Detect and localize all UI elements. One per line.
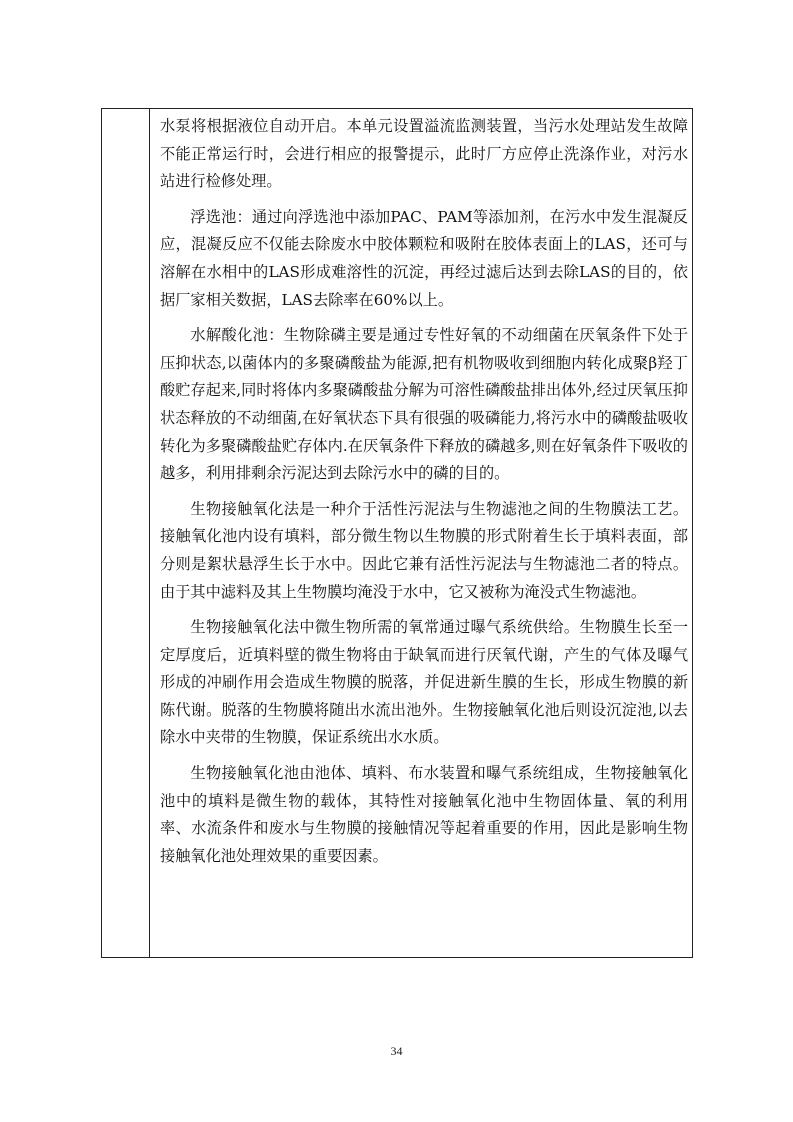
paragraph-contact-oxidation-oxygen: 生物接触氧化法中微生物所需的氧常通过曝气系统供给。生物膜生长至一定厚度后，近填料壁的微生物将由于缺氧而进行厌氧代谢，产生的气体及曝气形成的冲刷作用会造成生物膜的脱落，并促进新生膜的生长，形成生物膜的新陈代谢。脱落的生物膜将随出水流出池外。生物接触氧化池后则设沉淀池,以去除水中夹带的生物膜，保证系统出水水质。 bbox=[160, 618, 688, 747]
page-number: 34 bbox=[390, 1044, 403, 1058]
paragraph-hydrolysis-acidification: 水解酸化池：生物除磷主要是通过专性好氧的不动细菌在厌氧条件下处于压抑状态,以菌体内的多聚磷酸盐为能源,把有机物吸收到细胞内转化成聚β羟丁酸贮存起来,同时将体内多聚磷酸盐分解为可溶性磷酸盐排出体外,经过厌氧压抑状态释放的不动细菌,在好氧状态下具有很强的吸磷能力,将污水中的磷酸盐吸收转化为多聚磷酸盐贮存体内.在厌氧条件下释放的磷越多,则在好氧条件下吸收的越多，利用排剩余污泥达到去除污水中的磷的目的。 bbox=[160, 326, 688, 483]
table-left-column bbox=[102, 109, 150, 957]
paragraph-pump-overflow: 水泵将根据液位自动开启。本单元设置溢流监测装置，当污水处理站发生故障不能正常运行时，会进行相应的报警提示，此时厂方应停止洗涤作业，对污水站进行检修处理。 bbox=[160, 117, 688, 191]
paragraph-contact-oxidation-intro: 生物接触氧化法是一种介于活性污泥法与生物滤池之间的生物膜法工艺。接触氧化池内设有填料，部分微生物以生物膜的形式附着生长于填料表面，部分则是絮状悬浮生长于水中。因此它兼有活性污泥法与生物滤池二者的特点。由于其中滤料及其上生物膜均淹没于水中，它又被称为淹没式生物滤池。 bbox=[160, 499, 688, 601]
content-table bbox=[101, 108, 693, 958]
table-content-cell bbox=[160, 113, 688, 878]
paragraph-contact-oxidation-components: 生物接触氧化池由池体、填料、布水装置和曝气系统组成，生物接触氧化池中的填料是微生物的载体，其特性对接触氧化池中生物固体量、氧的利用率、水流条件和废水与生物膜的接触情况等起着重要的作用，因此是影响生物接触氧化池处理效果的重要因素。 bbox=[160, 764, 688, 865]
paragraph-flotation-tank: 浮选池：通过向浮选池中添加PAC、PAM等添加剂，在污水中发生混凝反应，混凝反应不仅能去除废水中胶体颗粒和吸附在胶体表面上的LAS，还可与溶解在水相中的LAS形成难溶性的沉淀，再经过滤后达到去除LAS的目的，依据厂家相关数据，LAS去除率在60%以上。 bbox=[160, 207, 688, 309]
